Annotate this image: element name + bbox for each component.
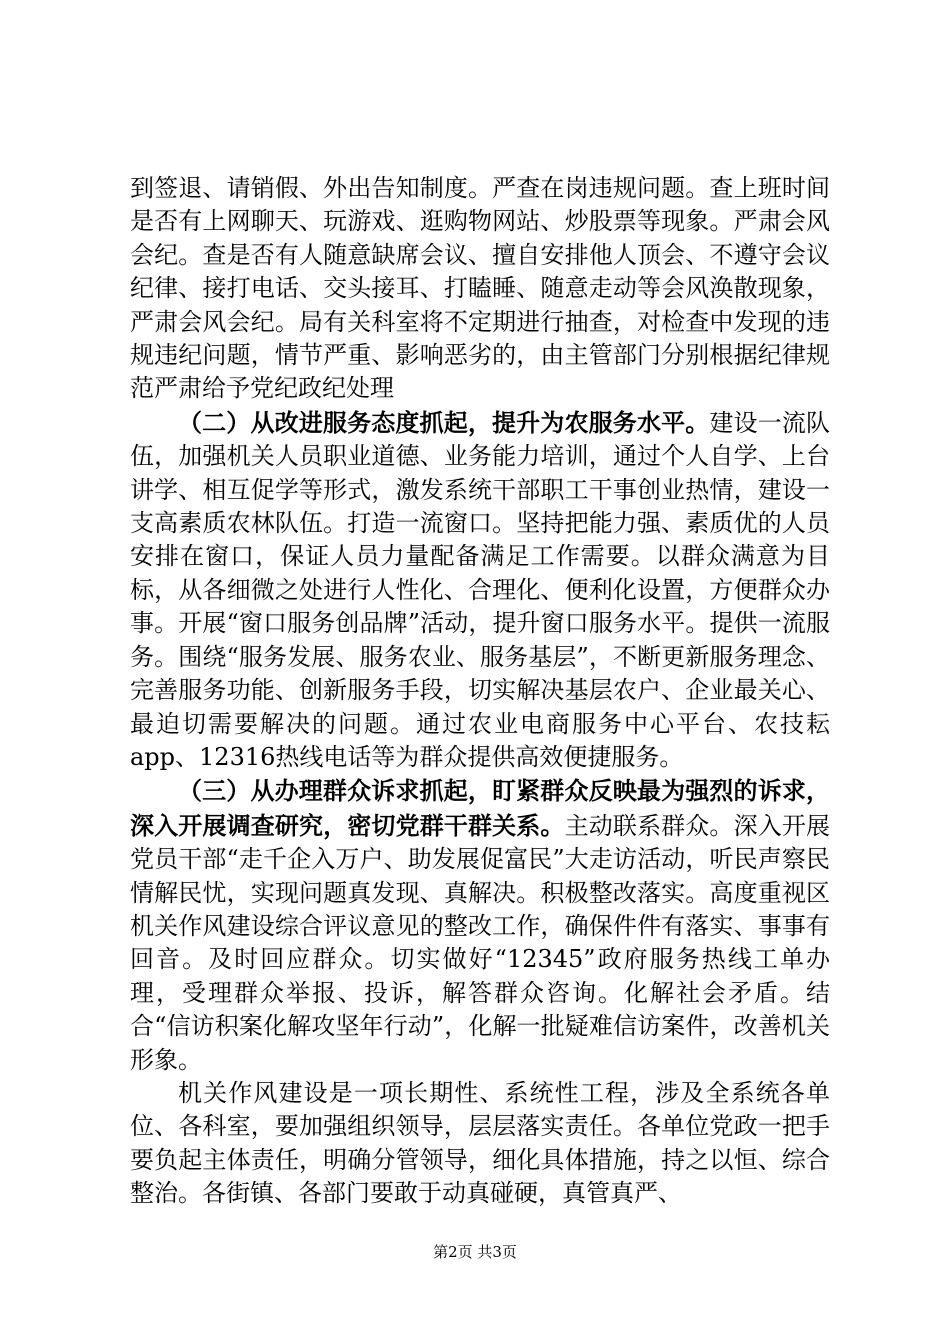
paragraph-3-text: 主动联系群众。深入开展党员干部“走千企入万户、助发展促富民”大走访活动，听民声察民情解民忧，实现问题真发现、真解决。积极整改落实。高度重视区机关作风建设综合评议意见的整改工作，确保件件有落实、事事有回音。及时回应群众。切实做好“12345”政府服务热线工单办理，受理群众举报、投诉，解答群众咨询。化解社会矛盾。结合“信访积案化解攻坚年行动”，化解一批疑难信访案件，改善机关形象。 bbox=[130, 811, 831, 1074]
paragraph-4 bbox=[130, 1077, 830, 1211]
paragraph-1-text: 到签退、请销假、外出告知制度。严查在岗违规问题。查上班时间是否有上网聊天、玩游戏、逛购物网站、炒股票等现象。严肃会风会纪。查是否有人随意缺席会议、擅自安排他人顶会、不遵守会议纪律、接打电话、交头接耳、打瞌睡、随意走动等会风涣散现象，严肃会风会纪。局有关科室将不定期进行抽查，对检查中发现的违规违纪问题，情节严重、影响恶劣的，由主管部门分别根据纪律规范严肃给予党纪政纪处理 bbox=[130, 174, 830, 403]
page-footer: 第2页 共3页 bbox=[433, 1243, 517, 1261]
paragraph-1 bbox=[130, 172, 830, 406]
paragraph-2-text: 建设一流队伍，加强机关人员职业道德、业务能力培训，通过个人自学、上台讲学、相互促学等形式，激发系统干部职工干事创业热情，建设一支高素质农林队伍。打造一流窗口。坚持把能力强、素质优的人员安排在窗口，保证人员力量配备满足工作需要。以群众满意为目标，从各细微之处进行人性化、合理化、便利化设置，方便群众办事。开展“窗口服务创品牌”活动，提升窗口服务水平。提供一流服务。围绕“服务发展、服务农业、服务基层”，不断更新服务理念、完善服务功能、创新服务手段，切实解决基层农户、企业最关心、最迫切需要解决的问题。通过农业电商服务中心平台、农技耘app、12316热线电话等为群众提供高效便捷服务。 bbox=[130, 408, 831, 771]
paragraph-4-text: 机关作风建设是一项长期性、系统性工程，涉及全系统各单位、各科室，要加强组织领导，层层落实责任。各单位党政一把手要负起主体责任，明确分管领导，细化具体措施，持之以恒、综合整治。各街镇、各部门要敢于动真碰硬，真管真严、 bbox=[130, 1078, 830, 1208]
paragraph-3-heading: （三）从办理群众诉求抓起，盯紧群众反映最为强烈的诉求，深入开展调查研究，密切党群干群关系。 bbox=[130, 776, 830, 840]
paragraph-2 bbox=[130, 406, 830, 774]
paragraph-3 bbox=[130, 774, 830, 1077]
paragraph-2-heading: （二）从改进服务态度抓起，提升为农服务水平。 bbox=[178, 407, 710, 437]
document-body bbox=[130, 172, 830, 1211]
